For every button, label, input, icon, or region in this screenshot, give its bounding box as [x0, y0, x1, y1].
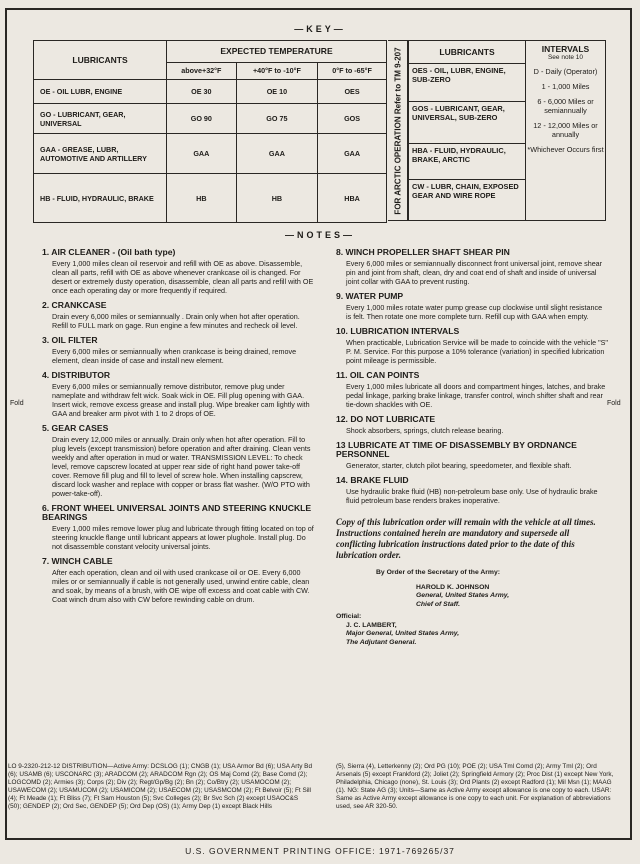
temp-col-2: +40°F to -10°F	[236, 62, 317, 79]
copy-statement: Copy of this lubrication order will remain with the vehicle at all times. Instructions contained herein are mandatory and supersede all conflicting lubrication instructions dated prior to the date of this lubrication order.	[336, 517, 596, 560]
note-text: Shock absorbers, springs, clutch release bearing.	[346, 426, 504, 435]
signature-name: HAROLD K. JOHNSON	[416, 583, 490, 591]
key-cell: HB	[236, 174, 317, 223]
note-heading: 11. OIL CAN POINTS	[336, 370, 420, 380]
key-row-name: HB - FLUID, HYDRAULIC, BRAKE	[34, 174, 167, 223]
distribution-left: LO 9-2320-212-12 DISTRIBUTION—Active Army: DCSLOG (1); CNGB (1); USA Armor Bd (6); USA Arty Bd (6); USAMB (6); USCONARC (3); ARADCOM (2); ARADCOM Rgn (2); OS Maj Comd (2); Base Comd (2); LOGCOMD (2); Armies (3); Corps (2); Div (2); Regt/Gp/Bg (2); Bn (2); Co/Btry (2); USAMOCOM (2); USAWECOM (2); USAMUCOM (2); USAMICOM (2); USAECOM (2); USASMCOM (2); Ft Belvoir (5); Ft Sill (4); Ft Meade (1); Ft Bliss (7); Ft Sam Houston (5); Svc Colleges (2); Br Svc Sch (2) except USAOC&S (50); GENDEP (2); Ord Sec, GENDEP (5); Ord Dep (OS) (1); Army Dep (1) except Black Hills	[8, 763, 312, 810]
key-cell: OES	[318, 80, 387, 104]
signature-title: Major General, United States Army,	[346, 630, 460, 637]
note-text: Every 1,000 miles lubricate all doors and compartment hinges, latches, and brake pedal linkage, parking brake linkage, transfer control, winch shifter shaft and rear tie-down shackles with OE.	[346, 382, 606, 409]
order-by-line: By Order of the Secretary of the Army:	[376, 569, 501, 576]
note-text: After each operation, clean and oil with used crankcase oil or OE. Every 6,000 miles or or semiannually if cable is not generally used, unwind entire cable, clean and soak, by means of a brush, with OE wipe off excess and coat cable with CW. Coat winch drum also with CW before rewinding cable on drum.	[52, 568, 310, 604]
interval-item: *Whichever Occurs first	[527, 145, 604, 154]
lubricants-header: LUBRICANTS	[34, 41, 167, 80]
key-cell: HB	[167, 174, 237, 223]
interval-item: D - Daily (Operator)	[533, 67, 598, 76]
key-cell: GAA	[318, 134, 387, 174]
arctic-text: FOR ARCTIC OPERATION Refer to TM 9-207	[393, 46, 402, 215]
note-text: When practicable, Lubrication Service will be made to coincide with the vehicle "S" P. M. Service. For this purpose a 10% tolerance (variation) in specified lubrication point mileage is permissible.	[346, 338, 608, 365]
note-text: Drain every 12,000 miles or annually. Drain only when hot after operation. Fill to plug levels (except transmission) before operation and after draining. Clean vents weekly and after operation in mud or water. TRANSMISSION LEVEL: To check level, remove capscrew located at upper rear side of right hand power take-off cover. Remove fill plug and fill to level of screw hole. When installing capscrew, discard lock washer and replace with copper or brass flat washer. (W/O PTO with power-take-off).	[52, 435, 311, 498]
temp-col-1: above+32°F	[167, 62, 237, 79]
key-row-name: GAA - GREASE, LUBR, AUTOMOTIVE AND ARTILLERY	[34, 134, 167, 174]
temperature-key-table	[33, 40, 387, 223]
note-heading: 6. FRONT WHEEL UNIVERSAL JOINTS AND STEERING KNUCKLE BEARINGS	[42, 503, 312, 522]
note-heading: 3. OIL FILTER	[42, 335, 98, 345]
note-heading: 7. WINCH CABLE	[42, 556, 113, 566]
arctic-lubricants-header: LUBRICANTS	[409, 41, 525, 64]
note-heading: 4. DISTRIBUTOR	[42, 370, 111, 380]
note-heading: 5. GEAR CASES	[42, 423, 109, 433]
key-cell: GAA	[167, 134, 237, 174]
key-cell: HBA	[318, 174, 387, 223]
note-heading: 2. CRANKCASE	[42, 300, 107, 310]
printing-office-footer: U.S. GOVERNMENT PRINTING OFFICE: 1971-769265/37	[185, 846, 455, 856]
signature-title: The Adjutant General.	[346, 638, 417, 646]
fold-mark-right: Fold	[607, 400, 621, 407]
note-text: Use hydraulic brake fluid (HB) non-petroleum base only. Use of hydraulic brake fluid petroleum base renders brakes inoperative.	[346, 487, 598, 505]
note-text: Every 6,000 miles or semiannually disconnect front universal joint, remove shear pin and joint from shaft, clean, dry and coat end of shaft and inside of universal joint collar with GAA to prevent rusting.	[346, 259, 603, 286]
signature-title: General, United States Army,	[416, 592, 510, 599]
signature-title: Chief of Staff.	[416, 600, 461, 608]
note-text: Every 1,000 miles remove lower plug and lubricate through fitting located on top of steering knuckle flange until lubricant appears at lower plughole. Install plug. Do not disassemble constant velocity universal joints.	[52, 524, 314, 551]
key-row-name: GO - LUBRICANT, GEAR, UNIVERSAL	[34, 104, 167, 134]
notes-title: —NOTES—	[284, 230, 355, 240]
note-text: Every 6,000 miles or semiannually remove distributor, remove plug under nameplate and withdraw felt wick. Soak wick in OE. Fill plug opening with GAA. Insert wick, remove excess grease and install plug. Wipe breaker cam lightly with GAA and breaker arm pivot with 1 to 2 drops of OE.	[52, 382, 310, 418]
key-cell: OE 30	[167, 80, 237, 104]
temp-col-3: 0°F to -65°F	[318, 62, 387, 79]
note-text: Drain every 6,000 miles or semiannually . Drain only when hot after operation. Refill to FULL mark on gage. Run engine a few minutes and recheck oil level.	[52, 312, 300, 330]
arctic-lubricant-row: GOS - LUBRICANT, GEAR, UNIVERSAL, SUB-ZERO	[409, 102, 525, 144]
interval-item: 1 - 1,000 Miles	[541, 82, 590, 91]
interval-item: 6 - 6,000 Miles or semiannually	[537, 97, 594, 115]
official-label: Official:	[336, 613, 362, 620]
key-cell: GAA	[236, 134, 317, 174]
note-heading: 10. LUBRICATION INTERVALS	[336, 326, 460, 336]
signature-block-adjutant	[346, 622, 608, 648]
note-text: Every 1,000 miles clean oil reservoir and refill with OE as above. Disassemble, clean all parts, refill with OE as above whenever crankcase oil is changed. For desert or extremely dusty operation, disassemble, clean all parts and refill with OE once each operating day or more frequently if required.	[52, 259, 314, 295]
fold-mark-left: Fold	[10, 400, 24, 407]
temperature-header: EXPECTED TEMPERATURE	[167, 41, 387, 63]
key-cell: GO 90	[167, 104, 237, 134]
arctic-lubricant-row: CW - LUBR, CHAIN, EXPOSED GEAR AND WIRE ROPE	[412, 182, 519, 200]
notes-right-column	[336, 248, 608, 647]
signature-name: J. C. LAMBERT,	[346, 621, 397, 629]
note-heading: 14. BRAKE FLUID	[336, 475, 409, 485]
distribution-right: (5), Sierra (4), Letterkenny (2); Ord PG (10); POE (2); USA Tml Comd (2); Army Tml (2); Ord Arsenals (5) except Frankford (2); Joliet (2); Springfield Armory (2); Proc Dist (1) except New York, Philadelphia, Chicago (none), St. Louis (3); Ord Plants (2) except Radford (1); Mil Msn (1); MAAG (1). NG: State AG (3); Units—Same as Active Army except allowance is one copy to each. USAR: Same as Active Army except allowance is one copy to each unit. For explanation of abbreviations used, see AR 320-50.	[336, 763, 614, 810]
key-cell: OE 10	[236, 80, 317, 104]
arctic-lubricant-row: OES - OIL, LUBR, ENGINE, SUB-ZERO	[409, 64, 525, 102]
intervals-legend	[526, 40, 606, 221]
note-text: Every 6,000 miles or semiannually when crankcase is being drained, remove element, clean inside of case and install new element.	[52, 347, 297, 365]
arctic-lubricant-row: HBA - FLUID, HYDRAULIC, BRAKE, ARCTIC	[409, 144, 525, 180]
note-heading: 13 LUBRICATE AT TIME OF DISASSEMBLY BY ORDNANCE PERSONNEL	[336, 440, 577, 459]
notes-left-column	[42, 248, 314, 610]
note-heading: 9. WATER PUMP	[336, 291, 404, 301]
note-heading: 12. DO NOT LUBRICATE	[336, 414, 436, 424]
interval-item: 12 - 12,000 Miles or annually	[533, 121, 598, 139]
key-row-name: OE - OIL LUBR, ENGINE	[34, 80, 167, 104]
signature-block-chief	[416, 584, 608, 610]
key-title: —KEY—	[294, 24, 346, 34]
note-text: Generator, starter, clutch pilot bearing, speedometer, and flexible shaft.	[346, 461, 572, 470]
intervals-header: INTERVALS	[541, 44, 590, 54]
intervals-subheader: See note 10	[547, 54, 584, 61]
note-text: Every 1,000 miles rotate water pump grease cup clockwise until slight resistance is felt. Then rotate one more complete turn. Refill cup with GAA when empty.	[346, 303, 603, 321]
key-cell: GOS	[318, 104, 387, 134]
key-cell: GO 75	[236, 104, 317, 134]
note-heading: 8. WINCH PROPELLER SHAFT SHEAR PIN	[336, 247, 510, 257]
arctic-operation-note	[388, 40, 408, 221]
note-heading: 1. AIR CLEANER - (Oil bath type)	[42, 247, 176, 257]
arctic-lubricants-table	[408, 40, 526, 221]
